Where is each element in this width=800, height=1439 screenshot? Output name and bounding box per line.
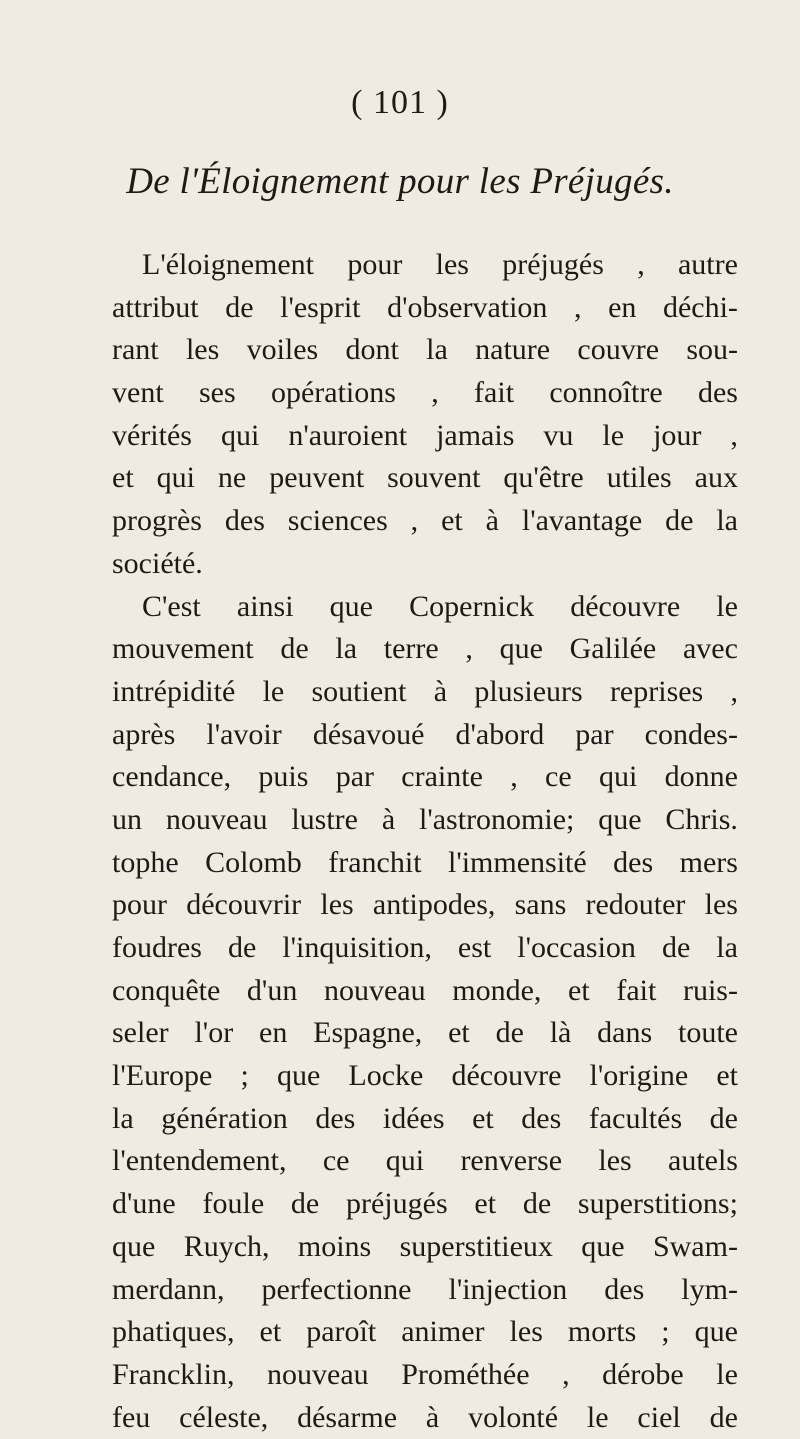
word: ce bbox=[545, 760, 572, 794]
word: donne bbox=[664, 760, 738, 794]
word: et bbox=[568, 973, 590, 1007]
text-line bbox=[112, 756, 738, 799]
word: autre bbox=[677, 248, 738, 281]
word: la bbox=[716, 931, 738, 964]
text-line bbox=[112, 970, 738, 1013]
word: condes- bbox=[644, 717, 738, 751]
word: les bbox=[320, 888, 354, 922]
word: ainsi bbox=[236, 589, 294, 623]
word: connoître bbox=[549, 376, 663, 410]
word: de bbox=[522, 1187, 552, 1221]
word: Colomb bbox=[205, 845, 302, 879]
word: , bbox=[562, 1357, 570, 1391]
word: en bbox=[259, 1016, 288, 1050]
word: ne bbox=[217, 461, 247, 495]
word: peuvent bbox=[269, 461, 365, 495]
word: attribut bbox=[112, 290, 199, 324]
word: pour bbox=[347, 248, 403, 281]
word: , bbox=[574, 290, 582, 324]
word: que bbox=[499, 632, 543, 666]
word: découvre bbox=[570, 589, 681, 623]
word: l'inquisition, bbox=[282, 931, 432, 964]
word: nature bbox=[475, 333, 551, 367]
word: de bbox=[709, 1101, 738, 1135]
word: société. bbox=[112, 546, 203, 580]
word: l'astronomie; bbox=[419, 802, 575, 836]
word: que bbox=[694, 1315, 738, 1349]
text-line bbox=[112, 1140, 738, 1183]
word: dans bbox=[597, 1016, 653, 1050]
word: les bbox=[435, 248, 469, 281]
word: préjugés bbox=[346, 1187, 448, 1221]
word: toute bbox=[677, 1016, 738, 1050]
word: ; bbox=[661, 1315, 670, 1349]
word: Chris. bbox=[665, 802, 738, 836]
word: seler bbox=[112, 1016, 169, 1050]
word: fait bbox=[474, 376, 515, 410]
word: franchit bbox=[328, 845, 422, 879]
word: la bbox=[335, 632, 358, 666]
text-line bbox=[112, 543, 738, 586]
word: des bbox=[315, 1101, 356, 1135]
word: cendance, bbox=[112, 760, 232, 794]
word: intrépidité bbox=[112, 674, 236, 708]
word: puis bbox=[258, 760, 309, 794]
word: Prométhée bbox=[401, 1357, 530, 1391]
word: et bbox=[716, 1059, 738, 1093]
word: nouveau bbox=[267, 1357, 369, 1391]
word: redouter bbox=[585, 888, 686, 922]
text-line bbox=[112, 1055, 738, 1098]
word: utiles bbox=[606, 461, 672, 495]
word: phatiques, bbox=[112, 1315, 235, 1349]
word: en bbox=[608, 290, 637, 324]
text-line bbox=[112, 1311, 738, 1354]
word: vérités bbox=[112, 418, 192, 452]
word: l'origine bbox=[589, 1059, 689, 1093]
word: de bbox=[227, 931, 257, 964]
word: couvre bbox=[577, 333, 660, 367]
word: l'immensité bbox=[447, 845, 587, 879]
word: sciences bbox=[287, 504, 388, 538]
word: que bbox=[112, 1229, 156, 1263]
word: l'esprit bbox=[280, 290, 361, 324]
word: des bbox=[604, 1272, 645, 1306]
word: paroît bbox=[306, 1315, 377, 1349]
text-line bbox=[112, 500, 738, 543]
word: par bbox=[335, 760, 374, 794]
word: perfectionne bbox=[261, 1272, 412, 1306]
word: qui bbox=[220, 418, 260, 452]
word: le bbox=[602, 418, 625, 452]
text-line bbox=[112, 1226, 738, 1269]
text-line bbox=[112, 1098, 738, 1141]
word: , bbox=[410, 504, 419, 538]
text-line bbox=[112, 1397, 738, 1439]
word: l'avantage bbox=[521, 504, 643, 538]
word: pour bbox=[112, 888, 167, 922]
word: lustre bbox=[291, 802, 358, 836]
word: d'un bbox=[246, 973, 298, 1007]
text-line bbox=[112, 244, 738, 287]
word: l'entendement, bbox=[112, 1144, 287, 1178]
word: les bbox=[598, 1144, 632, 1178]
word: progrès bbox=[112, 504, 202, 538]
word: des bbox=[613, 845, 654, 879]
text-line bbox=[112, 927, 738, 970]
word: jour bbox=[653, 418, 702, 452]
word: Swam- bbox=[652, 1229, 738, 1263]
word: qu'être bbox=[503, 461, 584, 495]
word: préjugés bbox=[502, 248, 604, 281]
word: , bbox=[730, 418, 738, 452]
word: qui bbox=[156, 461, 195, 495]
word: voiles bbox=[246, 333, 319, 367]
word: sans bbox=[514, 888, 567, 922]
word: rant bbox=[112, 333, 159, 367]
word: des bbox=[521, 1101, 562, 1135]
word: de bbox=[280, 632, 309, 666]
text-line bbox=[112, 842, 738, 885]
word: monde, bbox=[452, 973, 542, 1007]
word: , bbox=[465, 632, 473, 666]
word: génération bbox=[161, 1101, 288, 1135]
text-line bbox=[112, 586, 738, 629]
word: et bbox=[112, 461, 134, 495]
word: , bbox=[637, 248, 645, 281]
text-line bbox=[112, 671, 738, 714]
word: de bbox=[661, 931, 691, 964]
word: d'abord bbox=[455, 717, 545, 751]
word: tophe bbox=[112, 845, 179, 879]
word: moins bbox=[297, 1229, 372, 1263]
word: merdann, bbox=[112, 1272, 225, 1306]
word: animer bbox=[401, 1315, 485, 1349]
word: et bbox=[472, 1101, 494, 1135]
word: de bbox=[665, 504, 694, 538]
word: vu bbox=[543, 418, 574, 452]
word: souvent bbox=[387, 461, 481, 495]
text-line bbox=[112, 884, 738, 927]
word: est bbox=[457, 931, 492, 964]
text-line bbox=[112, 628, 738, 671]
word: , bbox=[730, 674, 738, 708]
word: l'Europe bbox=[112, 1059, 213, 1093]
word: à bbox=[485, 504, 499, 538]
word: ; bbox=[240, 1059, 249, 1093]
word: dérobe bbox=[602, 1357, 684, 1391]
word: avec bbox=[682, 632, 738, 666]
word: ses bbox=[198, 376, 236, 410]
word: vent bbox=[112, 376, 164, 410]
word: Ruych, bbox=[183, 1229, 270, 1263]
word: à bbox=[433, 674, 448, 708]
word: C'est bbox=[142, 589, 201, 623]
text-line bbox=[112, 287, 738, 330]
word: l'or bbox=[194, 1016, 234, 1050]
word: l'avoir bbox=[206, 717, 282, 751]
text-line bbox=[112, 415, 738, 458]
word: volonté bbox=[468, 1400, 559, 1434]
word: facultés bbox=[588, 1101, 683, 1135]
word: nouveau bbox=[165, 802, 268, 836]
word: Copernick bbox=[409, 589, 535, 623]
word: que bbox=[329, 589, 373, 623]
word: après bbox=[112, 717, 176, 751]
word: Espagne, bbox=[313, 1016, 423, 1050]
word: le bbox=[716, 589, 738, 623]
word: désavoué bbox=[312, 717, 425, 751]
word: des bbox=[697, 376, 738, 410]
word: opérations bbox=[270, 376, 396, 410]
word: dont bbox=[345, 333, 399, 367]
word: feu bbox=[112, 1400, 151, 1434]
word: la bbox=[716, 504, 738, 538]
text-line bbox=[112, 1012, 738, 1055]
word: conquête bbox=[112, 973, 221, 1007]
text-line bbox=[112, 1183, 738, 1226]
page-number: ( 101 ) bbox=[351, 84, 449, 121]
word: de bbox=[225, 290, 254, 324]
word: aux bbox=[694, 461, 738, 495]
word: ruis- bbox=[682, 973, 738, 1007]
word: l'injection bbox=[448, 1272, 568, 1306]
word: à bbox=[381, 802, 396, 836]
text-line bbox=[112, 372, 738, 415]
word: la bbox=[426, 333, 448, 367]
word: Locke bbox=[348, 1059, 424, 1093]
word: idées bbox=[382, 1101, 445, 1135]
word: jamais bbox=[436, 418, 515, 452]
word: L'éloignement bbox=[142, 248, 315, 281]
word: superstitieux bbox=[399, 1229, 553, 1263]
word: céleste, bbox=[179, 1400, 269, 1434]
word: là bbox=[549, 1016, 572, 1050]
word: le bbox=[586, 1400, 609, 1434]
word: les bbox=[509, 1315, 543, 1349]
word: superstitions; bbox=[577, 1187, 738, 1221]
word: et bbox=[259, 1315, 282, 1349]
word: nouveau bbox=[323, 973, 426, 1007]
word: déchi- bbox=[662, 290, 738, 324]
word: lym- bbox=[681, 1272, 738, 1306]
word: foudres bbox=[112, 931, 202, 964]
word: que bbox=[581, 1229, 625, 1263]
chapter-title: De l'Éloignement pour les Préjugés. bbox=[126, 161, 674, 202]
word: les bbox=[704, 888, 738, 922]
word: renverse bbox=[460, 1144, 563, 1178]
word: le bbox=[716, 1357, 738, 1391]
word: des bbox=[224, 504, 265, 538]
word: que bbox=[598, 802, 642, 836]
text-line bbox=[112, 714, 738, 757]
word: n'auroient bbox=[288, 418, 408, 452]
word: reprises bbox=[609, 674, 704, 708]
word: crainte bbox=[401, 760, 483, 794]
word: de bbox=[495, 1016, 524, 1050]
word: découvre bbox=[451, 1059, 562, 1093]
word: plusieurs bbox=[474, 674, 583, 708]
word: Francklin, bbox=[112, 1357, 235, 1391]
word: soutient bbox=[311, 674, 407, 708]
text-line bbox=[112, 799, 738, 842]
word: qui bbox=[598, 760, 638, 794]
word: antipodes, bbox=[372, 888, 496, 922]
text-line bbox=[112, 457, 738, 500]
word: d'observation bbox=[387, 290, 548, 324]
word: et bbox=[448, 1016, 470, 1050]
body-text bbox=[112, 244, 738, 1439]
word: foule bbox=[202, 1187, 265, 1221]
word: et bbox=[474, 1187, 497, 1221]
word: la bbox=[112, 1101, 134, 1135]
word: par bbox=[575, 717, 614, 751]
word: mers bbox=[679, 845, 738, 879]
word: de bbox=[709, 1400, 738, 1434]
word: désarme bbox=[297, 1400, 398, 1434]
word: fait bbox=[616, 973, 657, 1007]
word: que bbox=[276, 1059, 321, 1093]
word: autels bbox=[668, 1144, 738, 1178]
word: terre bbox=[383, 632, 439, 666]
word: sou- bbox=[686, 333, 738, 367]
word: , bbox=[431, 376, 439, 410]
word: et bbox=[441, 504, 463, 538]
word: mouvement bbox=[112, 632, 254, 666]
text-line bbox=[112, 1354, 738, 1397]
word: le bbox=[262, 674, 285, 708]
text-line bbox=[112, 1269, 738, 1312]
word: découvrir bbox=[186, 888, 302, 922]
word: d'une bbox=[112, 1187, 176, 1221]
word: de bbox=[290, 1187, 320, 1221]
word: morts bbox=[567, 1315, 637, 1349]
word: , bbox=[510, 760, 518, 794]
word: ciel bbox=[637, 1400, 681, 1434]
word: qui bbox=[385, 1144, 425, 1178]
word: Galilée bbox=[569, 632, 657, 666]
word: un bbox=[112, 802, 142, 836]
text-line bbox=[112, 329, 738, 372]
word: l'occasion bbox=[517, 931, 636, 964]
word: ce bbox=[322, 1144, 350, 1178]
word: à bbox=[425, 1400, 440, 1434]
word: les bbox=[185, 333, 220, 367]
